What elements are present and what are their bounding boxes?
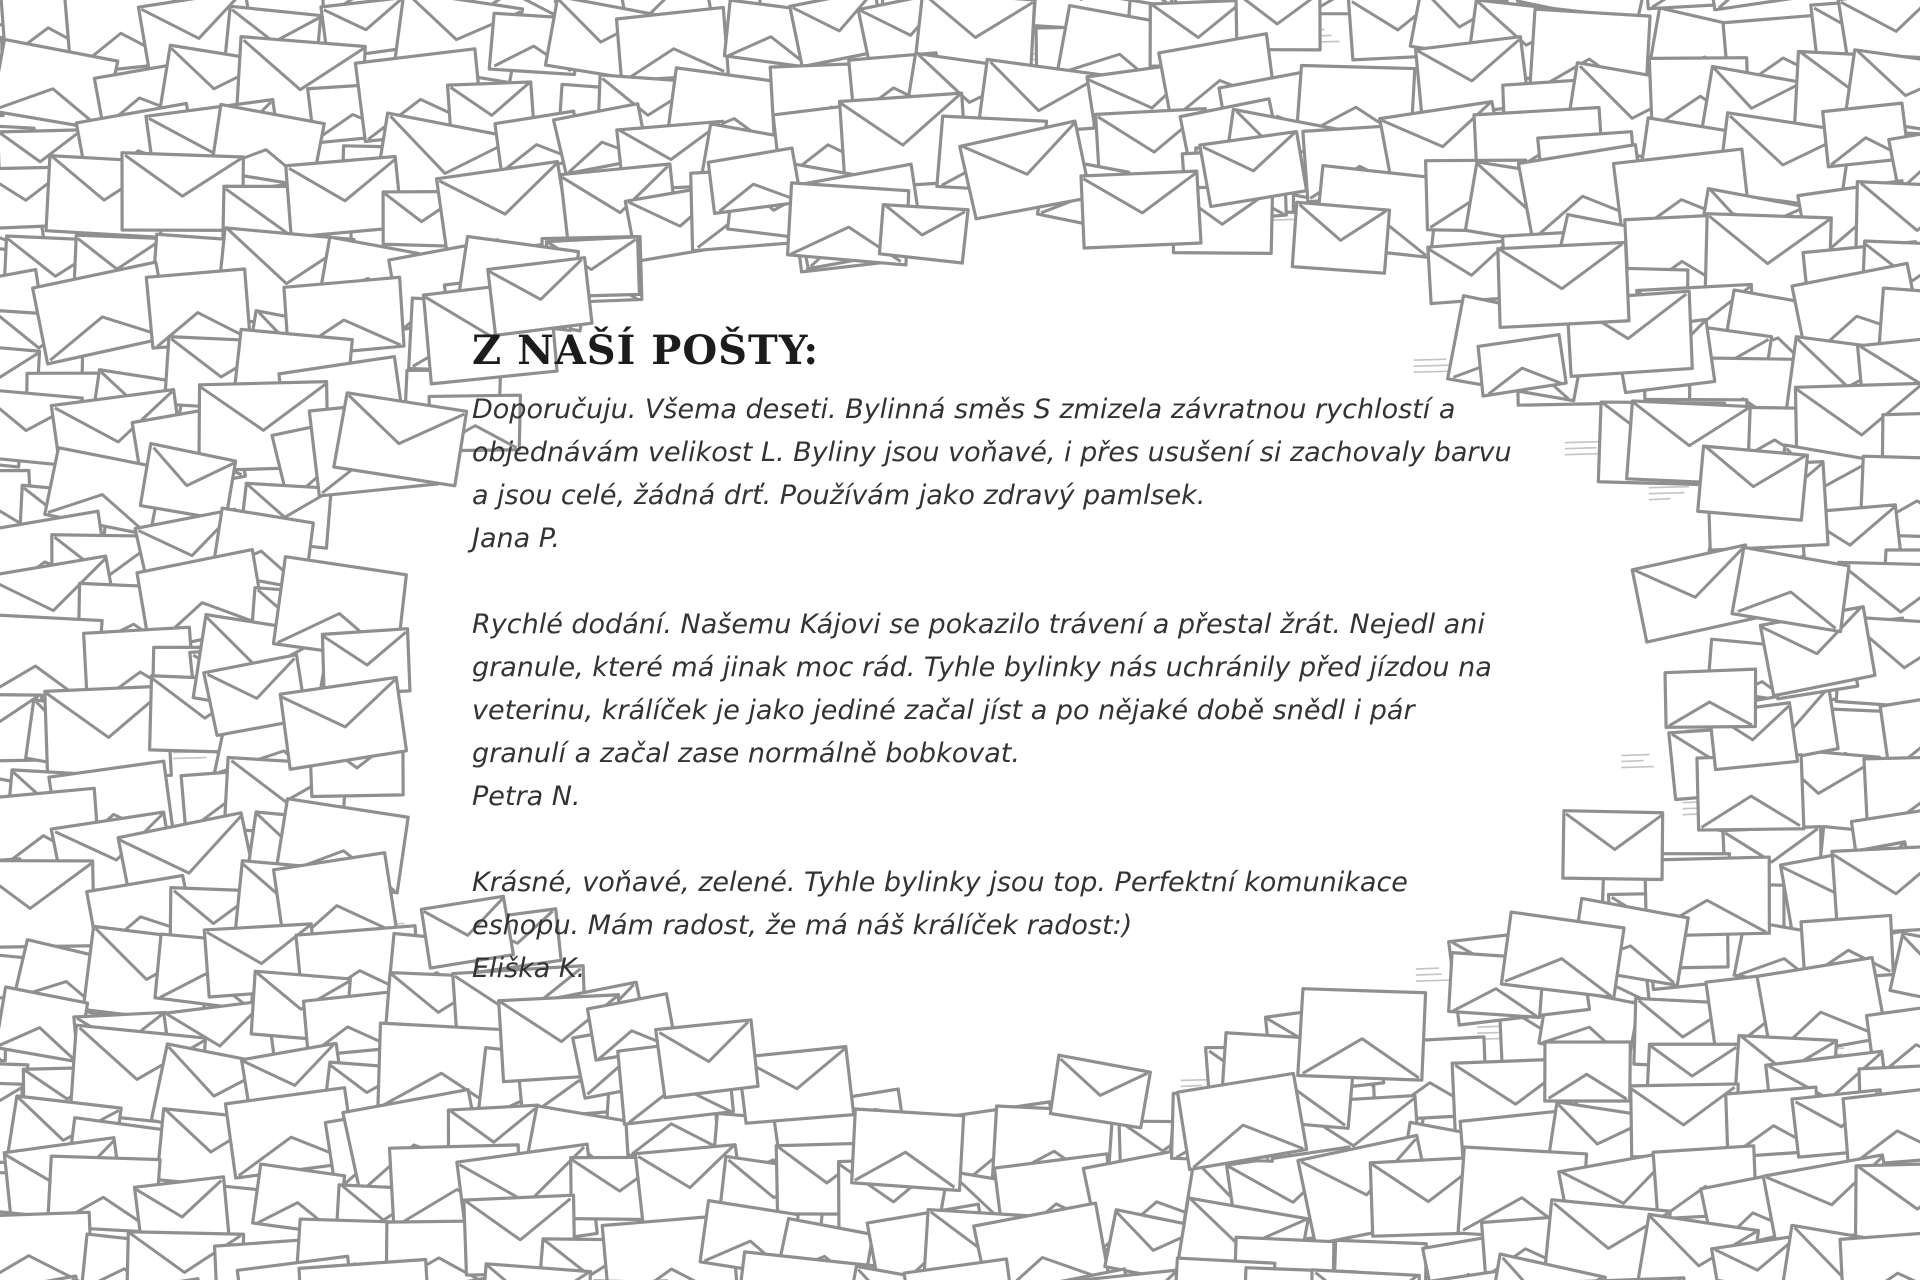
review-author: Jana P. (472, 523, 560, 554)
envelope-icon (1838, 1231, 1920, 1280)
review-text-line: Doporučuju. Všema deseti. Bylinná směs S zmizela závratnou rychlostí a (472, 394, 1456, 425)
review-author: Eliška K. (472, 953, 586, 984)
envelope-icon (1665, 669, 1756, 727)
page-title: Z NAŠÍ POŠTY: (472, 327, 820, 374)
review-text-line: eshopu. Mám radost, že má náš králíček radost:) (472, 910, 1133, 941)
motion-lines (1621, 755, 1654, 768)
review-2 (472, 603, 1592, 818)
envelope-icon (0, 861, 94, 948)
envelope-icon (1890, 932, 1920, 1008)
review-author: Petra N. (472, 781, 581, 812)
envelope-icon (0, 1212, 92, 1280)
envelope-icon (1080, 170, 1201, 249)
review-text-line: a jsou celé, žádná drť. Používám jako zdravý pamlsek. (472, 480, 1206, 511)
review-text-line: objednávám velikost L. Byliny jsou voňavé, i přes usušení si zachovaly barvu (472, 437, 1512, 468)
motion-lines (1649, 487, 1689, 500)
review-text-line: granule, které má jinak moc rád. Tyhle bylinky nás uchránily před jízdou na (472, 652, 1492, 683)
review-text-line: Rychlé dodání. Našemu Kájovi se pokazilo trávení a přestal žrát. Nejedl ani (472, 609, 1485, 640)
envelope-icon (1698, 446, 1808, 520)
testimonials-block (472, 322, 1592, 1033)
envelope-icon (850, 1108, 965, 1190)
review-3 (472, 861, 1592, 990)
review-text-line: veterinu, králíček je jako jediné začal jíst a po nějaké době snědl i pár (472, 695, 1415, 726)
review-text-line: Krásné, voňavé, zelené. Tyhle bylinky jsou top. Perfektní komunikace (472, 867, 1408, 898)
envelope-icon (1703, 0, 1816, 12)
envelope-icon (1496, 242, 1629, 327)
review-1 (472, 388, 1592, 560)
envelope-icon (1544, 1041, 1630, 1102)
review-text-line: granulí a začal zase normálně bobkovat. (472, 738, 1020, 769)
envelope-icon (879, 203, 968, 263)
envelope-icon (1292, 202, 1390, 273)
